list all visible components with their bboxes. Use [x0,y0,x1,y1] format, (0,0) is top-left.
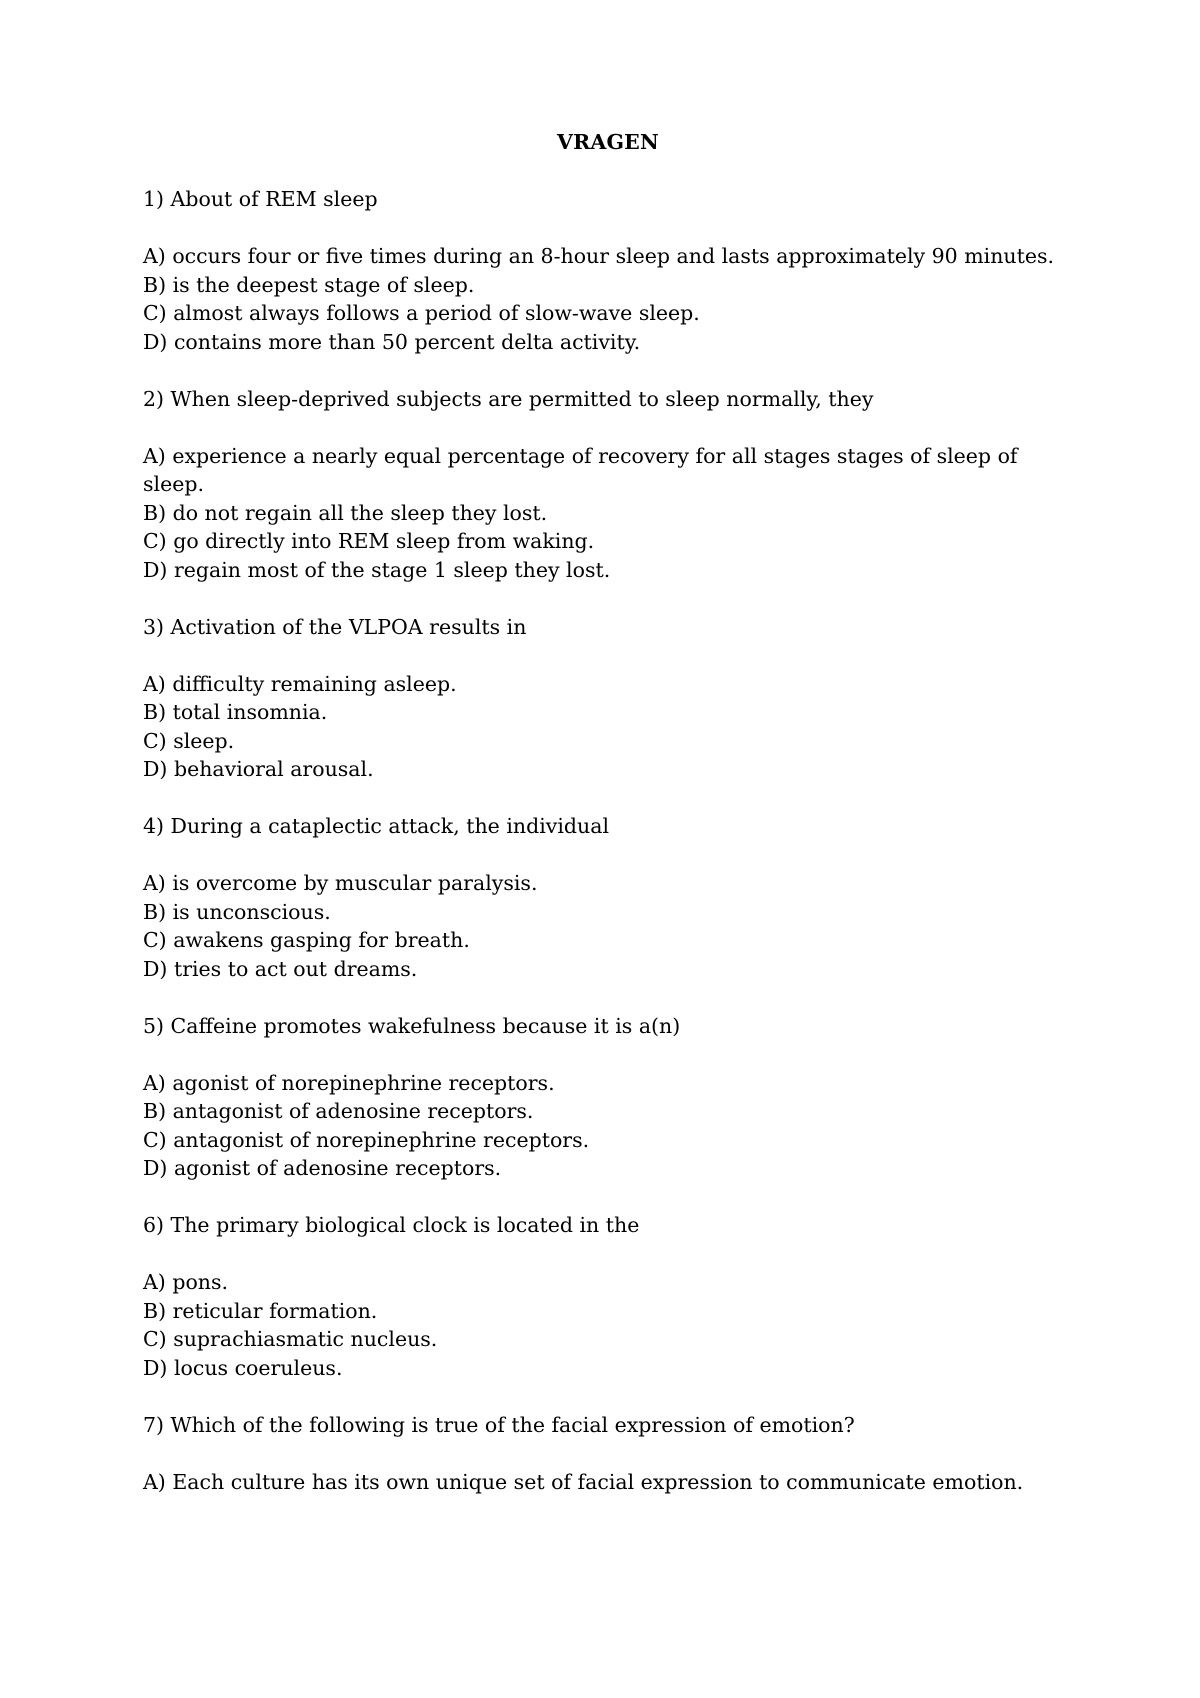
answer-option-b: B) total insomnia. [143,700,328,724]
question-7 [143,1411,1073,1497]
answer-option-b: B) reticular formation. [143,1298,378,1323]
answer-option-a: A) agonist of norepinephrine receptors. [143,1070,555,1095]
question-stem: 2) When sleep-deprived subjects are permitted to sleep normally, they [143,386,874,411]
question-stem: 6) The primary biological clock is located in the [143,1213,640,1237]
question-2 [143,385,1073,585]
answer-option-b: B) do not regain all the sleep they lost. [143,500,548,525]
answer-option-a: A) Each culture has its own unique set of facial expression to communicate emotion. [143,1469,1024,1494]
answer-option-d: D) contains more than 50 percent delta activity. [143,329,641,354]
document-content [143,128,1073,1525]
question-5 [143,1012,1073,1183]
question-1 [143,185,1073,356]
answer-option-a: A) difficulty remaining asleep. [143,671,457,696]
question-4 [143,812,1073,983]
answer-option-c: C) go directly into REM sleep from waking. [143,529,595,553]
question-stem: 3) Activation of the VLPOA results in [143,614,527,639]
question-3 [143,613,1073,784]
document-title: VRAGEN [557,130,659,154]
answer-option-d: D) regain most of the stage 1 sleep they lost. [143,557,611,582]
answer-option-d: D) behavioral arousal. [143,757,374,781]
question-stem: 4) During a cataplectic attack, the individual [143,814,610,838]
answer-option-a: A) pons. [143,1270,229,1294]
answer-option-c: C) sleep. [143,728,235,753]
answer-option-c: C) suprachiasmatic nucleus. [143,1327,438,1351]
answer-option-b: B) is unconscious. [143,899,331,924]
answer-option-c: C) almost always follows a period of slow-wave sleep. [143,301,700,325]
question-stem: 1) About of REM sleep [143,187,378,211]
answer-option-d: D) tries to act out dreams. [143,956,418,981]
answer-option-b: B) is the deepest stage of sleep. [143,272,475,297]
answer-option-d: D) locus coeruleus. [143,1355,343,1380]
question-6 [143,1211,1073,1382]
question-stem: 5) Caffeine promotes wakefulness because it is a(n) [143,1013,681,1038]
answer-option-b: B) antagonist of adenosine receptors. [143,1099,534,1123]
question-stem: 7) Which of the following is true of the facial expression of emotion? [143,1412,855,1437]
answer-option-a: A) experience a nearly equal percentage of recovery for all stages stages of sleep of sleep. [143,443,1025,496]
answer-option-a: A) occurs four or five times during an 8-hour sleep and lasts approximately 90 minutes. [143,244,1055,268]
answer-option-a: A) is overcome by muscular paralysis. [143,871,538,895]
answer-option-d: D) agonist of adenosine receptors. [143,1156,502,1180]
answer-option-c: C) antagonist of norepinephrine receptors. [143,1127,590,1152]
answer-option-c: C) awakens gasping for breath. [143,928,470,952]
